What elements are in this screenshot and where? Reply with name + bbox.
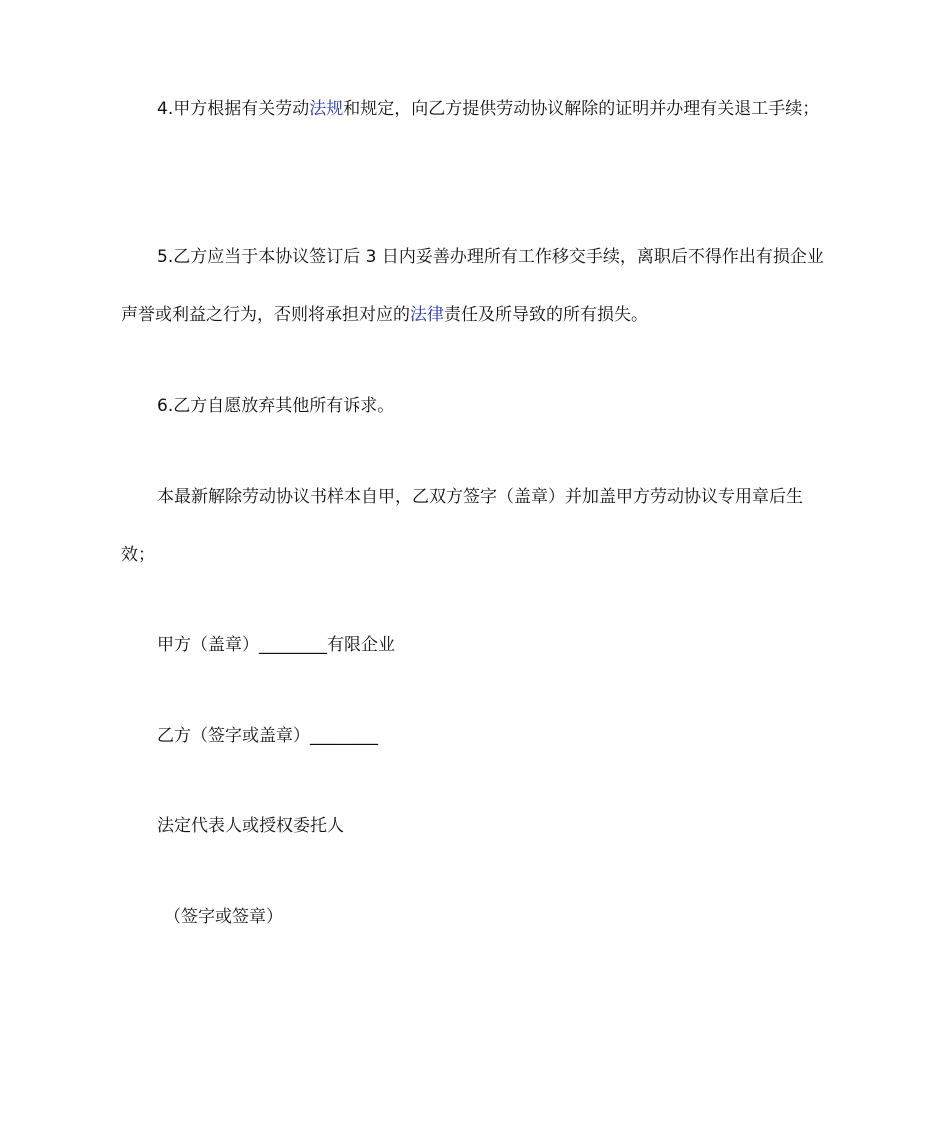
signature-note-line: （签字或签章） (164, 907, 283, 927)
clause-5-paragraph (121, 228, 831, 344)
regulations-link[interactable]: 法规 (309, 99, 344, 119)
effective-clause-paragraph: 本最新解除劳动协议书样本自甲，乙双方签字（盖章）并加盖甲方劳动协议专用章后生效； (121, 487, 803, 565)
party-b-signature-line: 乙方（签字或盖章）________ (157, 726, 378, 746)
clause-5-text-start: 5.乙方应当于本协议签订后 3 日内妥善办理所有工作移交手续，离职后不得作出有损企业声誉或利益之行为，否则将承担对应的 (121, 247, 824, 325)
clause-5-text-end: 责任及所导致的所有损失。 (444, 305, 648, 325)
law-link[interactable]: 法律 (410, 305, 444, 325)
party-a-signature-line: 甲方（盖章）________有限企业 (157, 635, 395, 655)
legal-representative-line: 法定代表人或授权委托人 (157, 816, 344, 836)
clause-4-text-start: 4.甲方根据有关劳动 (157, 99, 310, 119)
clause-4-paragraph (121, 80, 831, 138)
clause-4-text-end: 和规定，向乙方提供劳动协议解除的证明并办理有关退工手续； (343, 99, 820, 119)
clause-6-paragraph: 6.乙方自愿放弃其他所有诉求。 (157, 396, 395, 416)
